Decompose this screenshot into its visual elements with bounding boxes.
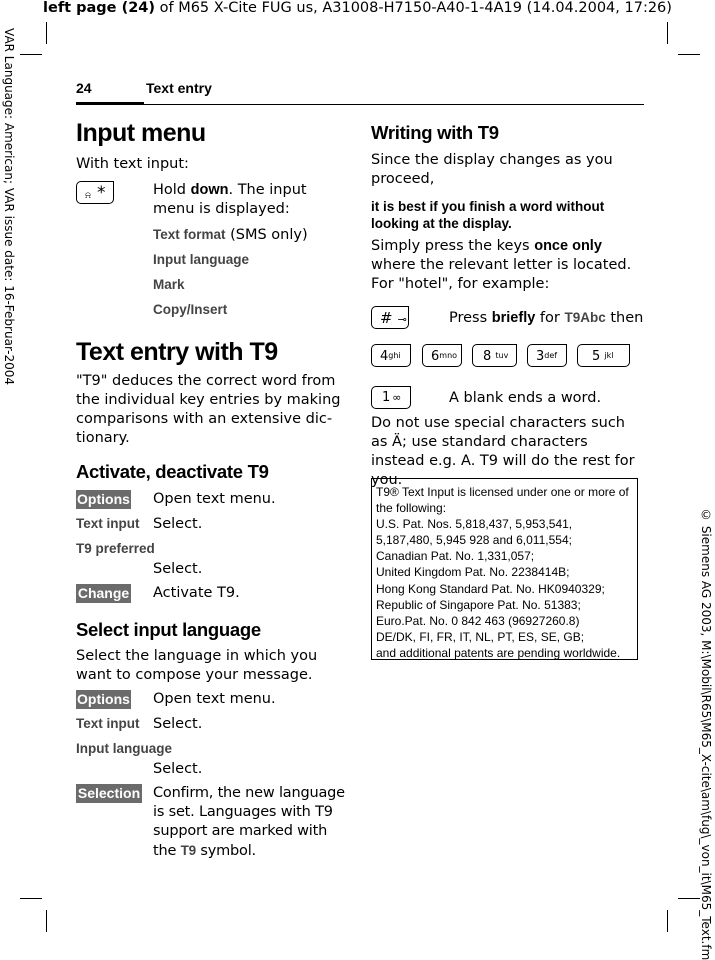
key-1-icon: 1 ∞	[371, 386, 411, 409]
page-title: Text entry	[146, 80, 212, 96]
crop-mark	[20, 898, 42, 899]
t9-heading: Text entry with T9	[76, 338, 278, 366]
patent-line: DE/DK, FI, FR, IT, NL, PT, ES, SE, GB;	[376, 629, 585, 644]
writing-p3: Simply press the keys once only where the relevant letter is located. For "hotel", for example:	[371, 238, 632, 292]
lang-row-text: Select.	[153, 716, 203, 732]
input-menu-heading: Input menu	[76, 119, 206, 147]
menu-item-input-language: Input language	[153, 252, 249, 267]
input-menu-intro: With text input:	[76, 156, 189, 172]
t9-description: "T9" deduces the correct word from the individual key entries by making comparisons with an extensive dic-tionary.	[76, 373, 341, 446]
lang-row-text: Confirm, the new language is set. Languages with T9 support are marked with the T9 symbol.	[153, 785, 345, 859]
patent-line: and additional patents are pending worldwide.	[376, 645, 621, 660]
t9-preferred-label: T9 preferred	[76, 541, 155, 556]
options-softkey: Options	[77, 491, 130, 507]
crop-mark	[20, 54, 42, 55]
activate-row-text: Select.	[153, 516, 203, 532]
star-key-icon: ⍾ *	[76, 181, 114, 204]
hold-text: Hold down. The input menu is displayed:	[153, 182, 307, 217]
header-rule	[76, 104, 644, 105]
patent-line: Euro.Pat. No. 0 842 463 (96927260.8)	[376, 613, 580, 628]
blank-text: A blank ends a word.	[449, 390, 602, 406]
text-input-label: Text input	[76, 516, 140, 531]
text-input-label: Text input	[76, 716, 140, 731]
patent-line: U.S. Pat. Nos. 5,818,437, 5,953,541,	[376, 517, 573, 532]
crop-mark	[667, 22, 668, 44]
menu-item-text-format: Text format (SMS only)	[153, 227, 308, 243]
activate-row-text: Open text menu.	[153, 491, 276, 507]
print-header: left page (24) of M65 X-Cite FUG us, A31008-H7150-A40-1-4A19 (14.04.2004, 17:26)	[43, 0, 672, 16]
patent-line: Hong Kong Standard Pat. No. HK0940329;	[376, 581, 605, 596]
writing-p4: Do not use special characters such as Ä; use standard characters instead e.g. A. T9 will do the rest for you.	[371, 415, 635, 488]
side-note-right: © Siemens AG 2003, M:\Mobil\R65\M65_X-cite\am\fug\_von_it\M65_Text.fm	[699, 507, 713, 960]
menu-item-copy-insert: Copy/Insert	[153, 302, 228, 317]
crop-mark	[678, 54, 700, 55]
key-3-icon: $3_{def}$	[527, 344, 567, 367]
writing-p2: it is best if you finish a word without looking at the display.	[371, 199, 605, 231]
activate-row-text: Activate T9.	[153, 585, 240, 601]
page-number: 24	[76, 80, 92, 96]
patent-line: Canadian Pat. No. 1,331,057;	[376, 549, 535, 564]
writing-p1: Since the display changes as you proceed,	[371, 152, 613, 187]
select-language-heading: Select input language	[76, 619, 261, 640]
crop-mark	[46, 22, 47, 44]
selection-softkey: Selection	[77, 785, 141, 801]
patent-line: Republic of Singapore Pat. No. 51383;	[376, 597, 581, 612]
hash-key-icon: # ⊸	[371, 306, 409, 329]
patent-notice	[371, 478, 638, 660]
change-softkey: Change	[77, 585, 130, 601]
lang-row-text: Open text menu.	[153, 691, 276, 707]
writing-heading: Writing with T9	[371, 122, 499, 143]
crop-mark	[667, 910, 668, 932]
side-note-left: VAR Language: American; VAR issue date: 16-Februar-2004	[2, 28, 16, 385]
activate-row-text: Select.	[153, 561, 203, 577]
select-language-body: Select the language in which you want to compose your message.	[76, 648, 318, 683]
lang-row-text: Select.	[153, 761, 203, 777]
crop-mark	[678, 898, 700, 899]
crop-mark	[46, 910, 47, 932]
key-8-icon: 8 $_{tuv}$	[472, 344, 517, 367]
menu-item-mark: Mark	[153, 277, 185, 292]
key-6-icon: $6_{mno}$	[422, 344, 462, 367]
input-language-label: Input language	[76, 741, 172, 756]
key-4-icon: $4_{ghi}$	[371, 344, 411, 367]
header-rule-accent	[76, 102, 144, 105]
patent-line: T9® Text Input is licensed under one or more of the following:	[376, 485, 629, 516]
options-softkey: Options	[77, 691, 130, 707]
patent-line: 5,187,480, 5,945 928 and 6,011,554;	[376, 533, 572, 548]
patent-line: United Kingdom Pat. No. 2238414B;	[376, 565, 570, 580]
press-briefly-text: Press briefly for T9Abc then	[449, 310, 644, 326]
activate-heading: Activate, deactivate T9	[76, 461, 269, 482]
key-5-icon: 5 $_{jkl}$	[577, 344, 630, 367]
